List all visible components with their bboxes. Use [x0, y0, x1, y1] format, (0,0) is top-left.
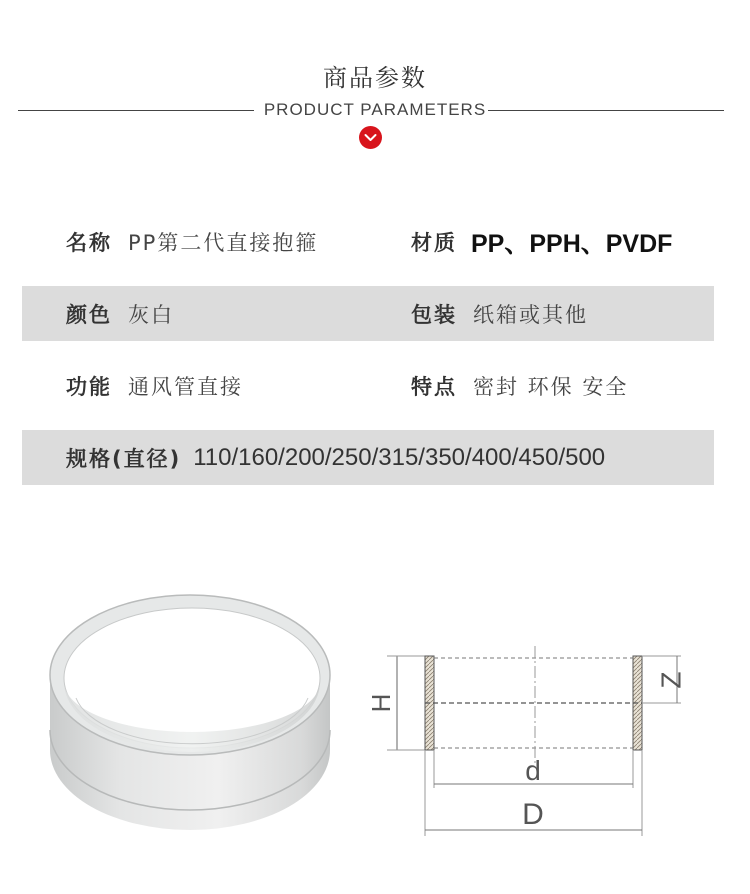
function-label: 功能 — [66, 374, 112, 399]
package-value: 纸箱或其他 — [473, 302, 588, 327]
param-row-3 — [22, 358, 714, 413]
title-divider-right — [488, 110, 724, 111]
param-row-1 — [22, 214, 714, 269]
product-photo — [40, 590, 350, 840]
feature-label: 特点 — [411, 374, 457, 399]
spec-value: 110/160/200/250/315/350/400/450/500 — [193, 443, 606, 471]
color-value: 灰白 — [128, 302, 174, 327]
dimension-h-label: H — [365, 693, 396, 713]
param-row-2 — [22, 286, 714, 341]
name-value: PP第二代直接抱箍 — [128, 230, 319, 255]
feature-value: 密封 环保 安全 — [473, 374, 629, 399]
dimension-d-big-label: D — [522, 798, 544, 831]
page-title-cn: 商品参数 — [323, 64, 427, 92]
param-row-4 — [22, 430, 714, 485]
package-label: 包装 — [411, 302, 457, 327]
dimension-drawing — [365, 640, 695, 840]
name-label: 名称 — [66, 230, 112, 255]
material-value: PP、PPH、PVDF — [471, 229, 673, 258]
function-value: 通风管直接 — [128, 374, 243, 399]
dimension-z-label: Z — [655, 671, 687, 689]
color-label: 颜色 — [66, 302, 112, 327]
chevron-down-icon — [359, 126, 382, 149]
dimension-d-small-label: d — [525, 755, 541, 786]
material-label: 材质 — [411, 230, 457, 255]
spec-label: 规格(直径) — [66, 446, 182, 471]
page-title-en: PRODUCT PARAMETERS — [263, 100, 487, 119]
